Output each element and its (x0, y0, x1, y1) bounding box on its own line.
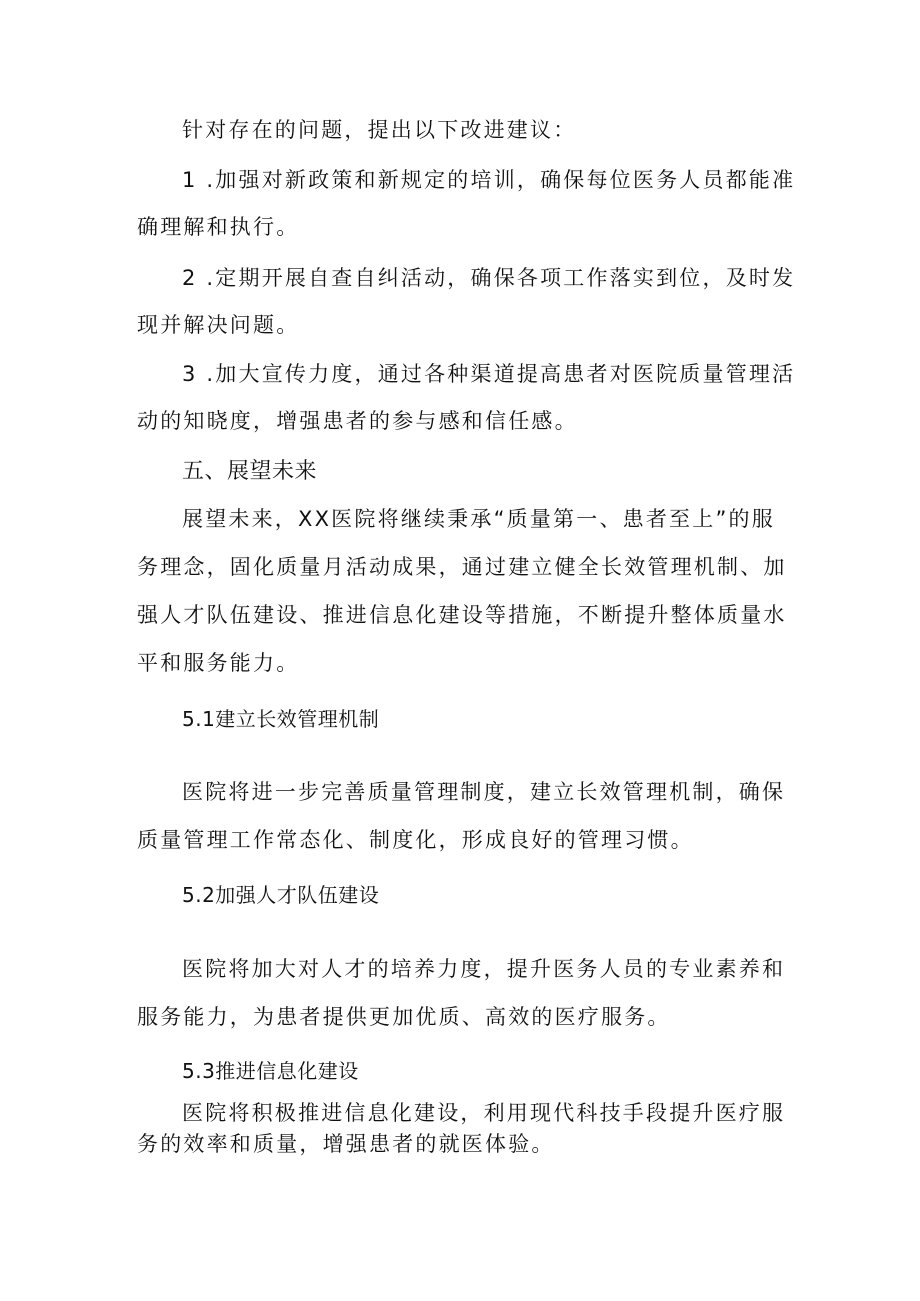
suggestion-1-line-1: 1 .加强对新政策和新规定的培训，确保每位医务人员都能准 (182, 168, 796, 192)
subsection-5-1-heading: 5.1建立长效管理机制 (182, 707, 380, 731)
suggestion-3-line-1: 3 .加大宣传力度，通过各种渠道提高患者对医院质量管理活 (182, 362, 796, 386)
subsection-5-3-heading: 5.3推进信息化建设 (182, 1059, 359, 1083)
section-5-para-line-4: 平和服务能力。 (137, 651, 300, 675)
suggestion-3-line-2: 动的知晓度，增强患者的参与感和信任感。 (137, 409, 578, 433)
subsection-5-1-line-2: 质量管理工作常态化、制度化，形成良好的管理习惯。 (137, 828, 694, 852)
subsection-5-3-line-1: 医院将积极推进信息化建设，利用现代科技手段提升医疗服 (182, 1101, 786, 1125)
subsection-5-2-heading: 5.2加强人才队伍建设 (182, 883, 380, 907)
subsection-5-2-line-2: 服务能力，为患者提供更加优质、高效的医疗服务。 (137, 1005, 671, 1029)
section-5-para-line-3: 强人才队伍建设、推进信息化建设等措施，不断提升整体质量水 (137, 603, 787, 627)
suggestion-2-line-1: 2 .定期开展自查自纠活动，确保各项工作落实到位，及时发 (182, 266, 796, 290)
suggestion-1-line-2: 确理解和执行。 (137, 215, 300, 239)
intro-text: 针对存在的问题，提出以下改进建议： (182, 118, 577, 142)
subsection-5-3-line-2: 务的效率和质量，增强患者的就医体验。 (137, 1132, 555, 1156)
suggestion-2-line-2: 现并解决问题。 (137, 313, 300, 337)
section-5-heading: 五、展望未来 (182, 458, 318, 483)
subsection-5-2-line-1: 医院将加大对人才的培养力度，提升医务人员的专业素养和 (182, 957, 786, 981)
subsection-5-1-line-1: 医院将进一步完善质量管理制度，建立长效管理机制，确保 (182, 780, 786, 804)
section-5-para-line-1: 展望未来，XX医院将继续秉承“质量第一、患者至上”的服 (182, 507, 775, 531)
section-5-para-line-2: 务理念，固化质量月活动成果，通过建立健全长效管理机制、加 (137, 555, 787, 579)
